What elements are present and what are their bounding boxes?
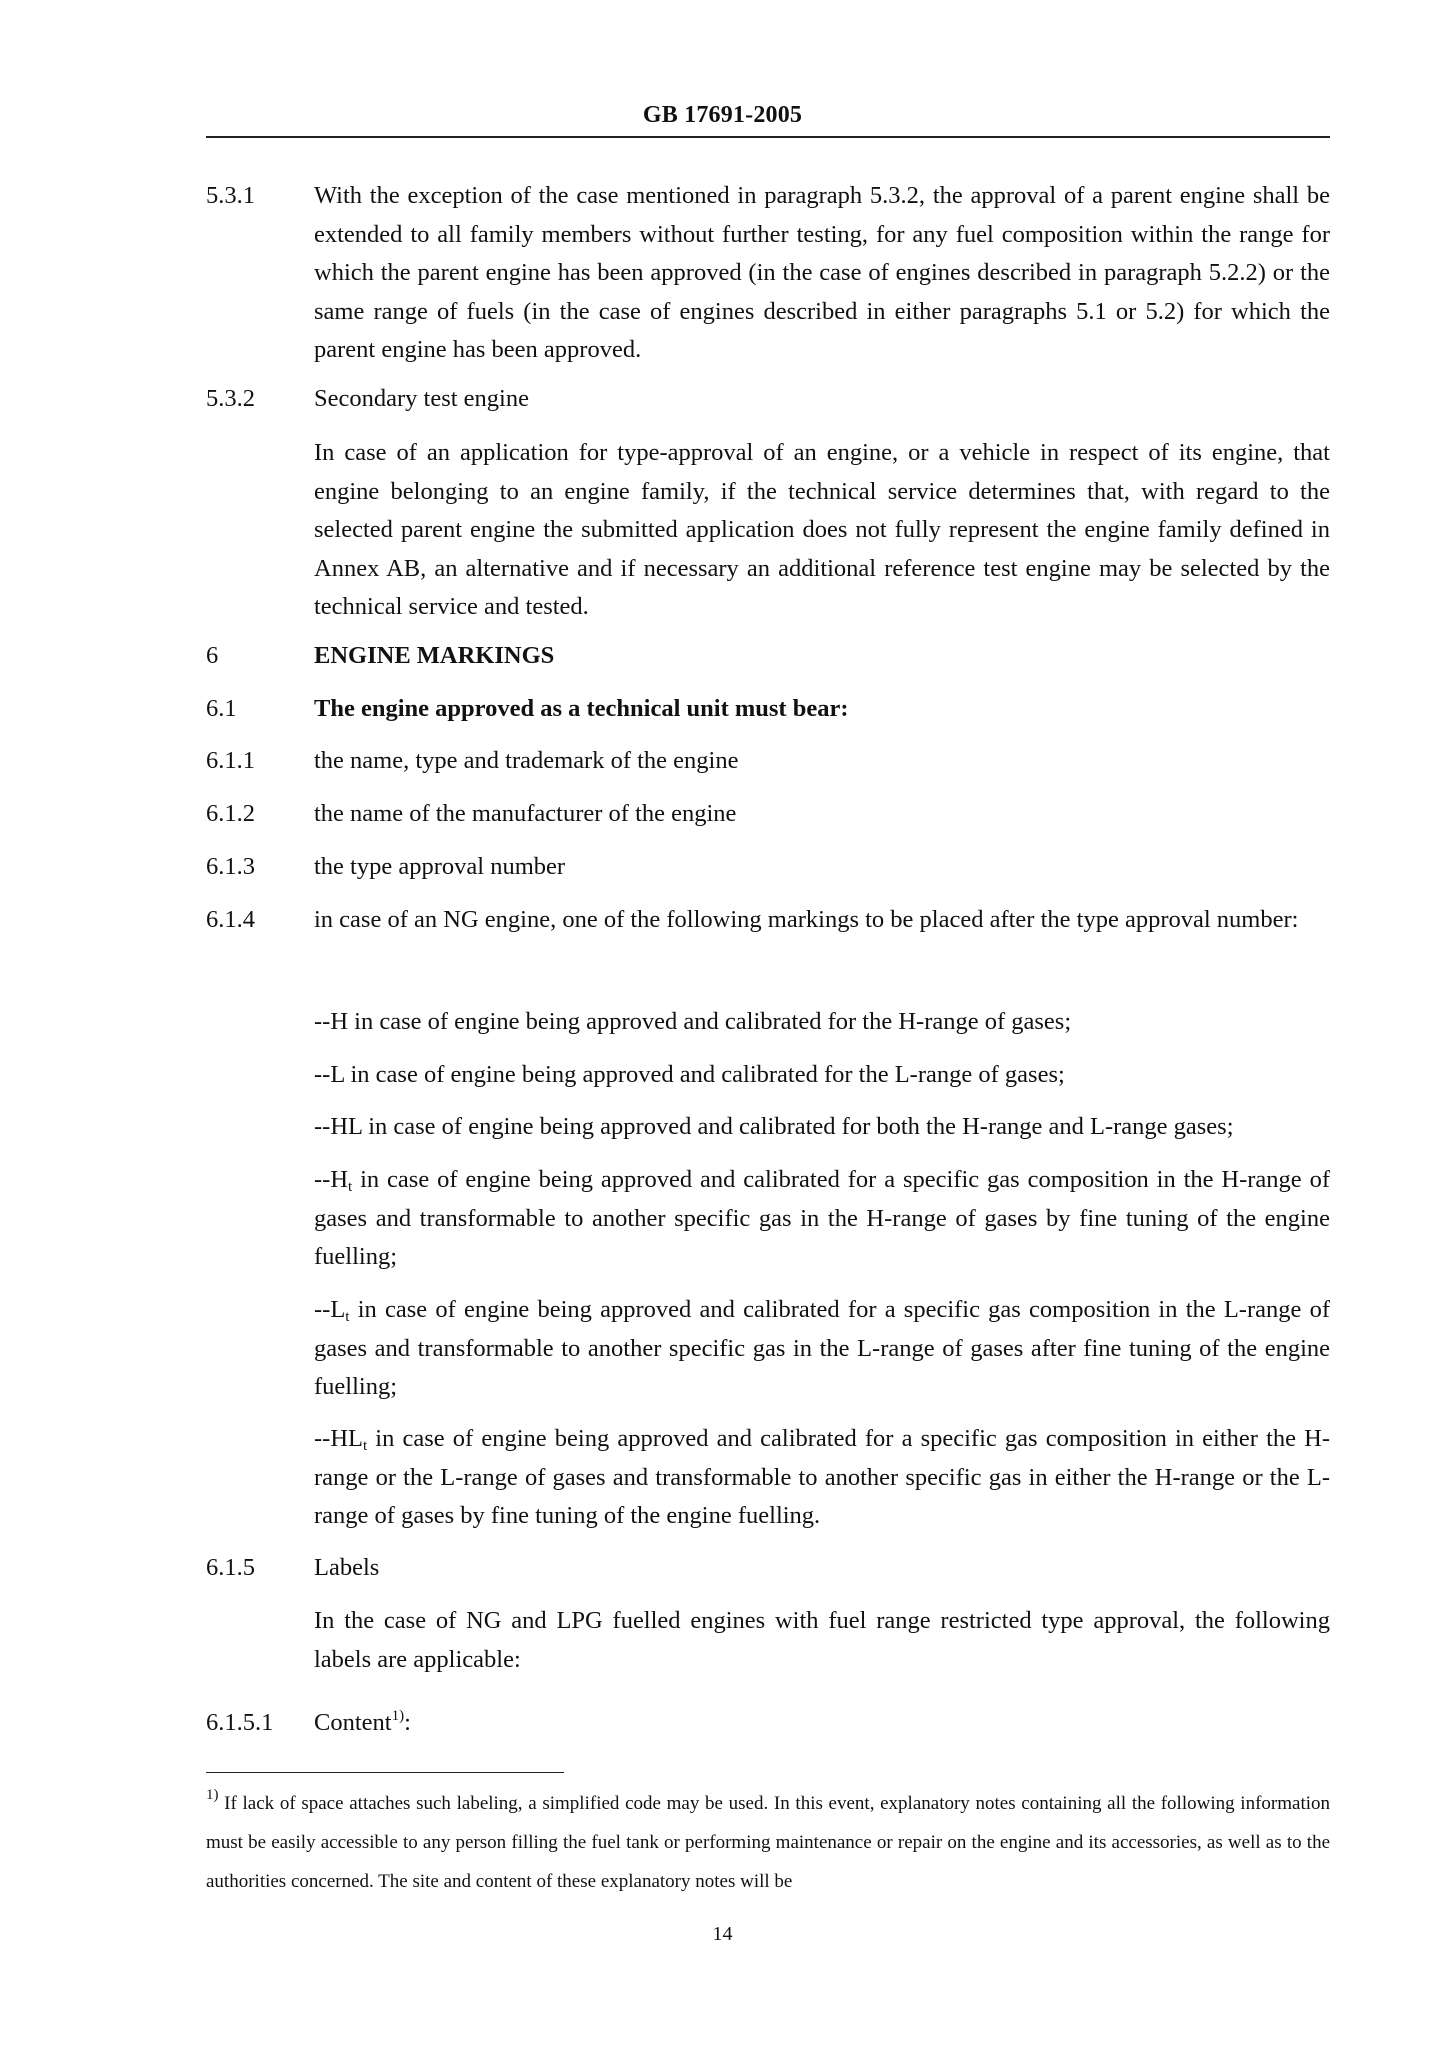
heading-text [314, 1704, 1330, 1743]
heading-5-3-2 [206, 380, 1330, 419]
item-text: the type approval number [314, 853, 566, 880]
heading-6-1 [206, 690, 1330, 729]
section-number: 6 [206, 642, 219, 669]
subscript: t [362, 1438, 368, 1454]
item-text: the name, type and trademark of the engine [314, 747, 739, 774]
marking-hlt [206, 1420, 1330, 1536]
content-colon: : [404, 1709, 411, 1736]
section-number: 6.1.3 [206, 853, 255, 880]
paragraph-text: With the exception of the case mentioned in paragraph 5.3.2, the approval of a parent engine shall be extended to all family members without further testing, for any fuel composition within the range for which the parent engine has been approved (in the case of engines described in paragraph 5.2.2) or the same range of fuels (in the case of engines described in either paragraphs 5.1 or 5.2) for which the parent engine has been approved. [314, 182, 1330, 363]
item-6-1-4 [206, 901, 1330, 940]
section-number: 6.1.2 [206, 800, 255, 827]
section-number: 6.1.1 [206, 747, 255, 774]
marking-text [314, 1161, 1330, 1277]
section-number: 5.3.1 [206, 182, 255, 209]
heading-6-1-5-1 [206, 1704, 1330, 1743]
heading-text: The engine approved as a technical unit must bear: [314, 695, 849, 722]
content-label: Content [314, 1709, 392, 1736]
marking-l [206, 1056, 1330, 1095]
marking-text [314, 1420, 1330, 1536]
heading-text: ENGINE MARKINGS [314, 642, 555, 669]
heading-6-1-5 [206, 1549, 1330, 1588]
section-number: 6.1.4 [206, 906, 255, 933]
marking-h [206, 1003, 1330, 1042]
section-number: 6.1.5.1 [206, 1709, 274, 1736]
section-number: 5.3.2 [206, 385, 255, 412]
footnote [206, 1784, 1330, 1901]
subscript: t [345, 1309, 350, 1325]
marking-prefix: --L [314, 1296, 346, 1323]
marking-ht [206, 1161, 1330, 1277]
paragraph-text: In case of an application for type-approval of an engine, or a vehicle in respect of its engine, that engine belonging to an engine family, if the technical service determines that, with regard to the selected parent engine the submitted application does not fully represent the engine family defined in Annex AB, an alternative and if necessary an additional reference test engine may be selected by the technical service and tested. [314, 439, 1330, 620]
footnote-reference: 1) [391, 1708, 405, 1724]
page-number: 14 [712, 1923, 733, 1945]
footnote-text: If lack of space attaches such labeling, a simplified code may be used. In this event, explanatory notes containing all the following information must be easily accessible to any person filling the fuel tank or performing maintenance or repair on the engine and its accessories, as well as to the authorities concerned. The site and content of these explanatory notes will be [206, 1793, 1330, 1892]
item-6-1-3 [206, 848, 1330, 887]
item-text: the name of the manufacturer of the engine [314, 800, 737, 827]
marking-lt [206, 1291, 1330, 1407]
marking-text: --L in case of engine being approved and calibrated for the L-range of gases; [314, 1061, 1065, 1088]
marking-text: --HL in case of engine being approved and calibrated for both the H-range and L-range gases; [314, 1113, 1234, 1140]
paragraph-5-3-1 [206, 177, 1330, 370]
marking-description: in case of engine being approved and calibrated for a specific gas composition in the H-range of gases and transformable to another specific gas in the H-range of gases by fine tuning of the engine fuelling; [314, 1166, 1330, 1270]
footnote-rule [206, 1772, 564, 1773]
heading-text: Secondary test engine [314, 385, 529, 412]
subscript: t [348, 1179, 353, 1195]
paragraph-5-3-2-body [206, 434, 1330, 627]
document-header-title: GB 17691-2005 [642, 102, 803, 128]
item-6-1-1 [206, 742, 1330, 781]
paragraph-text: In the case of NG and LPG fuelled engines with fuel range restricted type approval, the following labels are applicable: [314, 1607, 1330, 1673]
heading-text: Labels [314, 1554, 380, 1581]
heading-6 [206, 637, 1330, 676]
header-rule [206, 136, 1330, 138]
marking-text: --H in case of engine being approved and calibrated for the H-range of gases; [314, 1008, 1072, 1035]
marking-description: in case of engine being approved and calibrated for a specific gas composition in the L-range of gases and transformable to another specific gas in the L-range of gases after fine tuning of the engine fuelling; [314, 1296, 1330, 1400]
footnote-mark: 1) [206, 1787, 219, 1803]
marking-hl [206, 1108, 1330, 1147]
marking-prefix: --H [314, 1166, 349, 1193]
marking-prefix: --HL [314, 1425, 363, 1452]
paragraph-6-1-5-body [206, 1602, 1330, 1679]
section-number: 6.1 [206, 695, 237, 722]
item-text: in case of an NG engine, one of the following markings to be placed after the type approval number: [314, 906, 1299, 933]
marking-description: in case of engine being approved and calibrated for a specific gas composition in either the H-range or the L-range of gases and transformable to another specific gas in either the H-range or the L-range of gases by fine tuning of the engine fuelling. [314, 1425, 1330, 1529]
section-number: 6.1.5 [206, 1554, 255, 1581]
marking-text [314, 1291, 1330, 1407]
item-6-1-2 [206, 795, 1330, 834]
